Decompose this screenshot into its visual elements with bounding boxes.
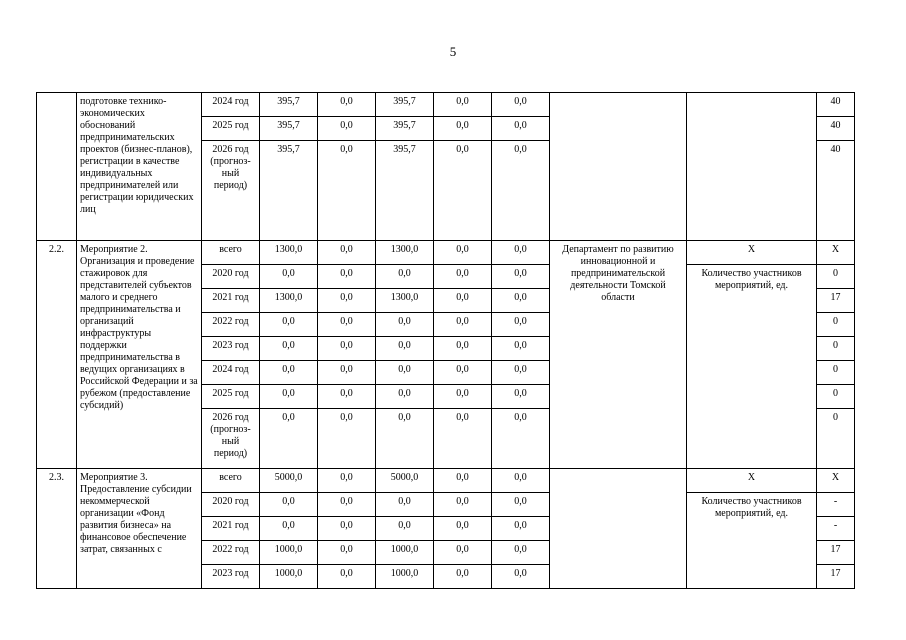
amount-cell: 0,0 xyxy=(492,565,550,589)
period-cell: 2022 год xyxy=(202,313,260,337)
amount-cell: 0,0 xyxy=(376,493,434,517)
period-cell: 2023 год xyxy=(202,337,260,361)
period-cell: всего xyxy=(202,241,260,265)
period-cell: 2024 год xyxy=(202,93,260,117)
amount-cell: 0,0 xyxy=(434,265,492,289)
amount-cell: 0,0 xyxy=(434,565,492,589)
amount-cell: 0,0 xyxy=(318,565,376,589)
executor-cell: Департамент по развитию инновационной и предпринимательской деятельности Томской области xyxy=(550,241,687,469)
amount-cell: 0,0 xyxy=(318,493,376,517)
amount-cell: 0,0 xyxy=(376,517,434,541)
amount-cell: 1300,0 xyxy=(376,289,434,313)
amount-cell: 0,0 xyxy=(376,409,434,469)
amount-cell: 0,0 xyxy=(260,493,318,517)
target-value-cell: 0 xyxy=(817,313,855,337)
amount-cell: 0,0 xyxy=(492,541,550,565)
item-number-cell: 2.3. xyxy=(37,469,77,589)
table-row xyxy=(37,241,855,265)
amount-cell: 0,0 xyxy=(434,409,492,469)
executor-cell xyxy=(550,93,687,241)
amount-cell: 5000,0 xyxy=(376,469,434,493)
amount-cell: 0,0 xyxy=(260,409,318,469)
amount-cell: 0,0 xyxy=(318,517,376,541)
amount-cell: 0,0 xyxy=(318,241,376,265)
amount-cell: 0,0 xyxy=(434,541,492,565)
indicator-cell: Количество участников мероприятий, ед. xyxy=(687,493,817,589)
amount-cell: 0,0 xyxy=(434,117,492,141)
period-cell: 2021 год xyxy=(202,517,260,541)
amount-cell: 0,0 xyxy=(492,409,550,469)
amount-cell: 0,0 xyxy=(260,385,318,409)
amount-cell: 1000,0 xyxy=(260,541,318,565)
amount-cell: 1300,0 xyxy=(376,241,434,265)
amount-cell: 0,0 xyxy=(376,265,434,289)
target-value-cell: 0 xyxy=(817,361,855,385)
indicator-cell: Количество участников мероприятий, ед. xyxy=(687,265,817,469)
target-value-cell: 0 xyxy=(817,409,855,469)
amount-cell: 395,7 xyxy=(376,117,434,141)
item-number-cell xyxy=(37,93,77,241)
target-value-cell: 0 xyxy=(817,337,855,361)
target-value-cell: 0 xyxy=(817,265,855,289)
amount-cell: 0,0 xyxy=(434,385,492,409)
target-value-cell: 40 xyxy=(817,93,855,117)
amount-cell: 1300,0 xyxy=(260,289,318,313)
amount-cell: 0,0 xyxy=(434,141,492,241)
indicator-x-cell: Х xyxy=(687,469,817,493)
executor-cell xyxy=(550,469,687,589)
target-value-cell: 17 xyxy=(817,289,855,313)
amount-cell: 1300,0 xyxy=(260,241,318,265)
amount-cell: 0,0 xyxy=(318,469,376,493)
amount-cell: 395,7 xyxy=(260,93,318,117)
amount-cell: 0,0 xyxy=(318,93,376,117)
indicator-x-cell: Х xyxy=(687,241,817,265)
item-name-cell: Мероприятие 2. Организация и проведение стажировок для представителей субъектов малого и среднего предпринимательства и организаций инфраструктуры поддержки предпринимательства в ведущих организациях в Российской Федерации и за рубежом (предоставление субсидий) xyxy=(77,241,202,469)
amount-cell: 0,0 xyxy=(434,93,492,117)
amount-cell: 0,0 xyxy=(434,517,492,541)
period-cell: 2021 год xyxy=(202,289,260,313)
period-cell: 2020 год xyxy=(202,493,260,517)
item-number-cell: 2.2. xyxy=(37,241,77,469)
amount-cell: 0,0 xyxy=(260,337,318,361)
page-number: 5 xyxy=(449,44,457,59)
target-value-cell: Х xyxy=(817,241,855,265)
amount-cell: 0,0 xyxy=(376,313,434,337)
amount-cell: 0,0 xyxy=(260,517,318,541)
amount-cell: 0,0 xyxy=(492,385,550,409)
amount-cell: 0,0 xyxy=(260,313,318,337)
amount-cell: 0,0 xyxy=(376,385,434,409)
amount-cell: 0,0 xyxy=(318,265,376,289)
target-value-cell: 40 xyxy=(817,117,855,141)
amount-cell: 0,0 xyxy=(376,337,434,361)
amount-cell: 1000,0 xyxy=(376,565,434,589)
amount-cell: 0,0 xyxy=(434,337,492,361)
table-row xyxy=(37,93,855,117)
amount-cell: 0,0 xyxy=(318,313,376,337)
item-name-cell: подготовке технико-экономических обоснований предпринимательских проектов (бизнес-планов), регистрации в качестве индивидуальных предпринимателей или регистрации юридических лиц xyxy=(77,93,202,241)
amount-cell: 0,0 xyxy=(318,337,376,361)
period-cell: всего xyxy=(202,469,260,493)
amount-cell: 0,0 xyxy=(318,409,376,469)
indicator-cell xyxy=(687,93,817,241)
amount-cell: 0,0 xyxy=(492,289,550,313)
amount-cell: 0,0 xyxy=(434,493,492,517)
period-cell: 2026 год (прогноз-ный период) xyxy=(202,141,260,241)
target-value-cell: 17 xyxy=(817,541,855,565)
item-name-cell: Мероприятие 3. Предоставление субсидии некоммерческой организации «Фонд развития бизнеса» на финансовое обеспечение затрат, связанных с xyxy=(77,469,202,589)
amount-cell: 0,0 xyxy=(260,265,318,289)
target-value-cell: 17 xyxy=(817,565,855,589)
amount-cell: 0,0 xyxy=(434,361,492,385)
amount-cell: 0,0 xyxy=(492,517,550,541)
target-value-cell: 40 xyxy=(817,141,855,241)
amount-cell: 0,0 xyxy=(492,93,550,117)
amount-cell: 395,7 xyxy=(376,93,434,117)
amount-cell: 0,0 xyxy=(492,265,550,289)
amount-cell: 0,0 xyxy=(492,361,550,385)
period-cell: 2026 год (прогноз-ный период) xyxy=(202,409,260,469)
period-cell: 2023 год xyxy=(202,565,260,589)
amount-cell: 0,0 xyxy=(492,493,550,517)
amount-cell: 0,0 xyxy=(492,241,550,265)
amount-cell: 0,0 xyxy=(492,337,550,361)
target-value-cell: - xyxy=(817,493,855,517)
amount-cell: 0,0 xyxy=(318,385,376,409)
amount-cell: 0,0 xyxy=(434,289,492,313)
target-value-cell: 0 xyxy=(817,385,855,409)
amount-cell: 0,0 xyxy=(376,361,434,385)
target-value-cell: - xyxy=(817,517,855,541)
period-cell: 2025 год xyxy=(202,385,260,409)
amount-cell: 0,0 xyxy=(434,469,492,493)
amount-cell: 0,0 xyxy=(492,141,550,241)
table-row xyxy=(37,469,855,493)
program-table xyxy=(36,92,855,589)
amount-cell: 0,0 xyxy=(492,469,550,493)
amount-cell: 1000,0 xyxy=(260,565,318,589)
amount-cell: 5000,0 xyxy=(260,469,318,493)
period-cell: 2022 год xyxy=(202,541,260,565)
period-cell: 2020 год xyxy=(202,265,260,289)
amount-cell: 0,0 xyxy=(492,313,550,337)
amount-cell: 0,0 xyxy=(318,141,376,241)
amount-cell: 395,7 xyxy=(376,141,434,241)
period-cell: 2024 год xyxy=(202,361,260,385)
amount-cell: 0,0 xyxy=(434,313,492,337)
target-value-cell: Х xyxy=(817,469,855,493)
amount-cell: 0,0 xyxy=(260,361,318,385)
amount-cell: 0,0 xyxy=(434,241,492,265)
amount-cell: 0,0 xyxy=(318,289,376,313)
amount-cell: 395,7 xyxy=(260,117,318,141)
amount-cell: 395,7 xyxy=(260,141,318,241)
amount-cell: 0,0 xyxy=(318,117,376,141)
amount-cell: 0,0 xyxy=(492,117,550,141)
amount-cell: 0,0 xyxy=(318,361,376,385)
amount-cell: 1000,0 xyxy=(376,541,434,565)
period-cell: 2025 год xyxy=(202,117,260,141)
amount-cell: 0,0 xyxy=(318,541,376,565)
